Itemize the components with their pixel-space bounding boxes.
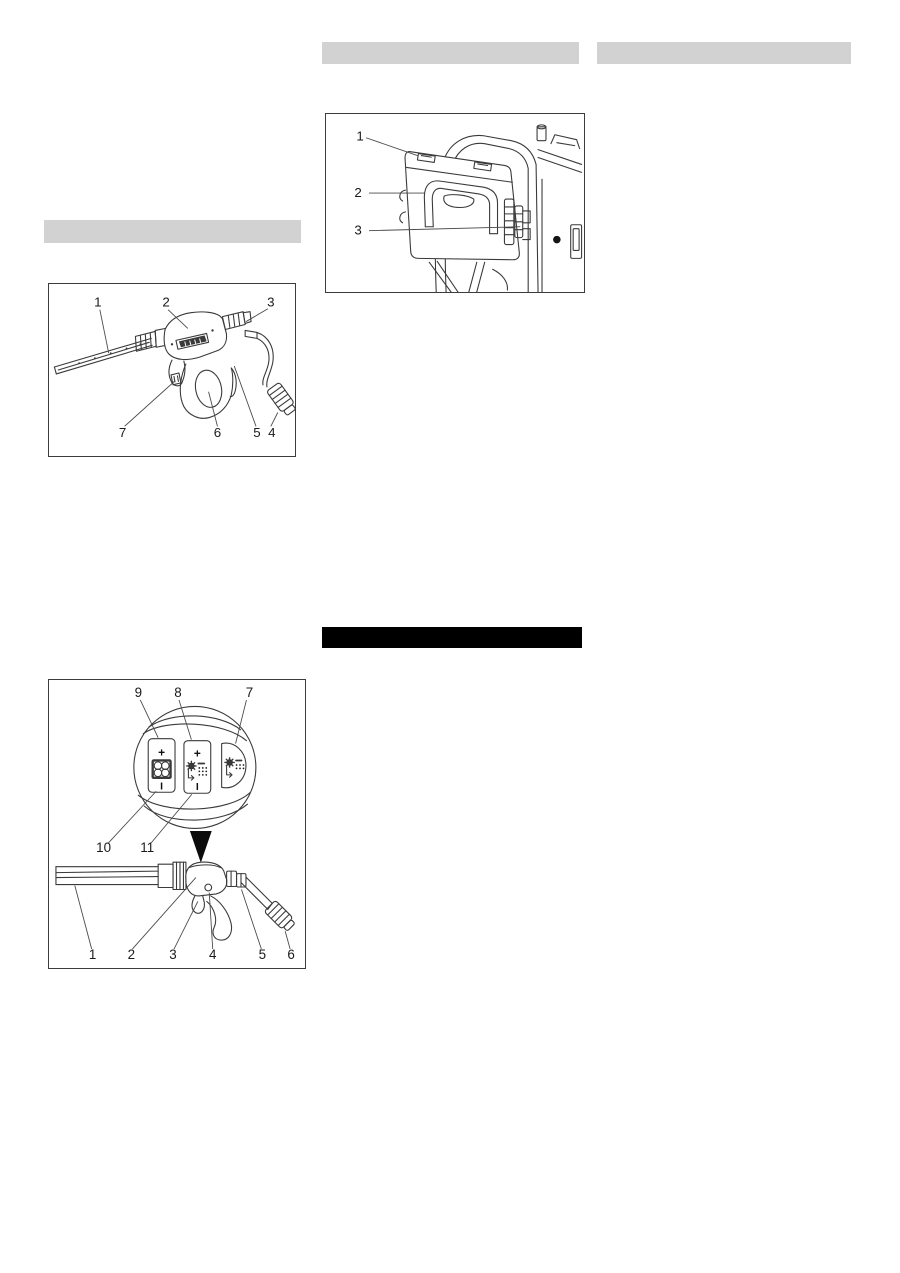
frame-legs <box>429 261 507 292</box>
callouts <box>354 129 363 238</box>
machine-body <box>537 125 582 292</box>
gun-trigger <box>192 896 204 913</box>
minus-bar-glyph: I <box>160 781 164 793</box>
lance-collar <box>135 328 166 351</box>
spray-lance <box>56 867 158 885</box>
callout-2: 2 <box>127 946 136 962</box>
fan-speed-button <box>148 739 175 793</box>
leader-lines <box>75 700 290 949</box>
minus-bar-glyph: I <box>195 781 199 793</box>
storage-case-line-art <box>326 114 584 292</box>
section-heading-bar-black <box>322 627 582 648</box>
callout-4: 4 <box>208 946 217 962</box>
figure-trigger-gun <box>48 283 296 457</box>
gun-connector <box>222 312 251 330</box>
gun-body <box>164 312 226 360</box>
hose-coupling <box>266 382 295 417</box>
callout-1: 1 <box>356 128 364 144</box>
callout-6: 6 <box>287 946 295 962</box>
callout-2: 2 <box>354 185 362 201</box>
trigger-gun-line-art <box>49 284 295 456</box>
callout-3: 3 <box>354 222 362 238</box>
callout-1: 1 <box>94 294 102 310</box>
gun-handle <box>180 364 236 418</box>
section-heading-bar-mid-left <box>44 220 301 243</box>
spray-lance <box>54 338 152 374</box>
section-heading-bar-top-right <box>597 42 851 64</box>
control-gun-line-art <box>49 680 305 968</box>
gun-body <box>186 862 227 896</box>
callout-3: 3 <box>169 946 177 962</box>
figure-control-gun <box>48 679 306 969</box>
detail-pointer-arrow <box>190 831 212 863</box>
plus-glyph: + <box>193 746 201 761</box>
callout-9: 9 <box>134 684 143 700</box>
callout-7: 7 <box>245 684 254 700</box>
callout-1: 1 <box>88 946 97 962</box>
hose-coupling <box>264 900 297 933</box>
detergent-dose-button <box>184 741 211 794</box>
callout-5: 5 <box>258 946 267 962</box>
display-button <box>222 743 246 788</box>
section-heading-bar-top-center <box>322 42 579 64</box>
callout-5: 5 <box>253 425 261 441</box>
figure-storage-case <box>325 113 585 293</box>
callout-3: 3 <box>267 294 275 310</box>
callout-4: 4 <box>268 425 276 441</box>
callout-2: 2 <box>162 294 170 310</box>
storage-case <box>400 152 530 260</box>
high-pressure-hose <box>245 330 273 386</box>
callouts <box>89 685 295 962</box>
lance-collar <box>158 862 186 889</box>
callout-11: 11 <box>140 839 155 855</box>
callout-8: 8 <box>174 684 182 700</box>
callout-7: 7 <box>118 425 127 441</box>
plus-glyph: + <box>158 745 166 760</box>
callout-6: 6 <box>213 425 222 441</box>
callout-10: 10 <box>96 839 112 855</box>
